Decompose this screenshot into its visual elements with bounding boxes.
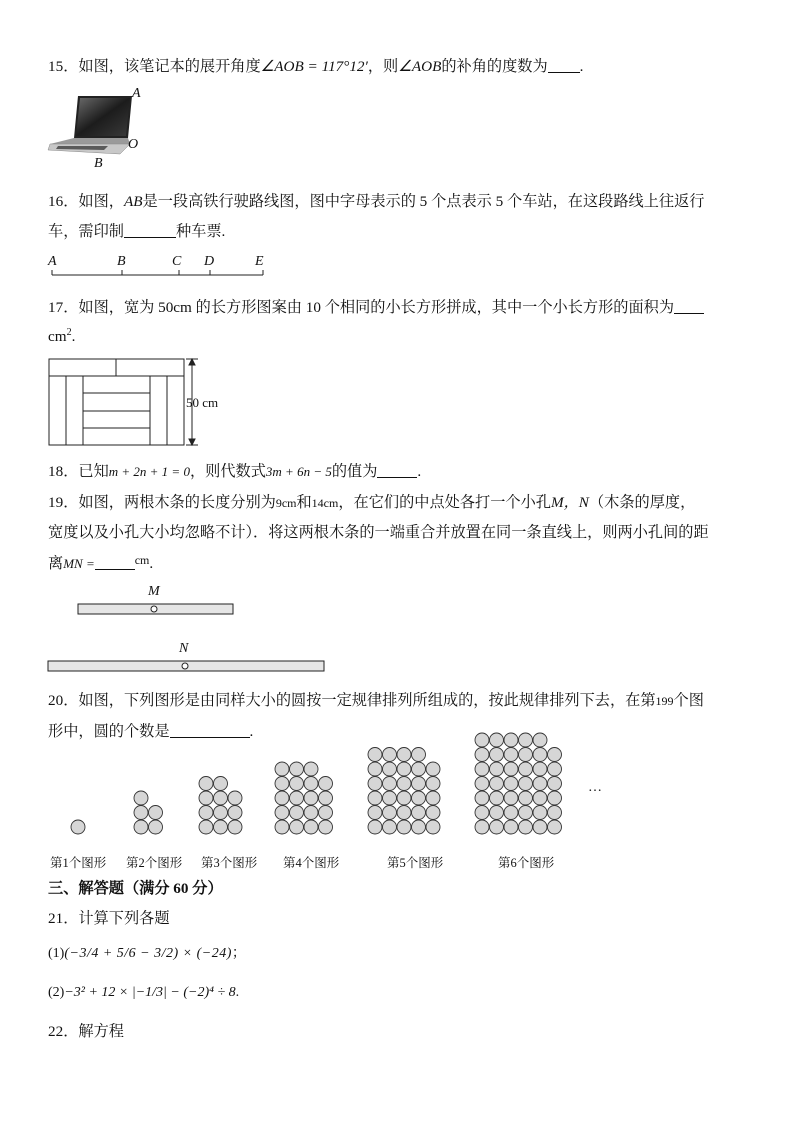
rectangle-pattern-figure	[48, 356, 238, 448]
circle	[134, 806, 148, 820]
circle	[319, 777, 333, 791]
answer-blank	[548, 58, 580, 73]
circle	[368, 820, 382, 834]
circle	[504, 762, 518, 776]
circle	[149, 820, 163, 834]
circle	[490, 820, 504, 834]
circle	[397, 777, 411, 791]
circle	[228, 820, 242, 834]
circle	[134, 820, 148, 834]
circle	[519, 820, 533, 834]
circle	[533, 777, 547, 791]
circle	[490, 791, 504, 805]
question-21-part1: (1)(−3/4 + 5/6 − 3/2) × (−24)；	[48, 946, 246, 961]
circle	[228, 806, 242, 820]
circle	[426, 791, 440, 805]
circle	[504, 733, 518, 747]
circle	[368, 762, 382, 776]
question-16-line2: 车，需印制 种车票.	[48, 223, 226, 240]
circle	[304, 820, 318, 834]
circle	[504, 777, 518, 791]
circle	[475, 820, 489, 834]
circle	[426, 820, 440, 834]
route-line-figure	[48, 254, 278, 280]
circle-figure-4	[275, 762, 333, 834]
circle	[383, 762, 397, 776]
circle	[475, 733, 489, 747]
circle	[304, 791, 318, 805]
question-22: 22．解方程	[48, 1023, 124, 1040]
circle	[412, 806, 426, 820]
circle	[319, 791, 333, 805]
circle	[412, 777, 426, 791]
circle	[475, 806, 489, 820]
circle	[275, 791, 289, 805]
circle	[290, 791, 304, 805]
circle	[475, 748, 489, 762]
circle	[475, 777, 489, 791]
circle	[475, 762, 489, 776]
circle	[490, 733, 504, 747]
circle	[383, 806, 397, 820]
circle	[134, 791, 148, 805]
circle-figure-2	[134, 791, 163, 834]
circle	[519, 733, 533, 747]
circle	[199, 777, 213, 791]
circle-figure-5	[368, 748, 440, 835]
circle	[519, 791, 533, 805]
circle	[304, 806, 318, 820]
question-19-line3: 离MN = $^{cm}$.	[48, 553, 154, 572]
circle	[533, 762, 547, 776]
circle	[214, 777, 228, 791]
circle	[214, 820, 228, 834]
question-18: 18．已知m + 2n + 1 = 0，则代数式3m + 6n − 5的值为 .	[48, 463, 422, 480]
circle	[397, 762, 411, 776]
circle	[490, 748, 504, 762]
circle	[519, 762, 533, 776]
circle	[548, 777, 562, 791]
circle	[319, 806, 333, 820]
circle	[275, 820, 289, 834]
circle	[368, 806, 382, 820]
circle	[548, 762, 562, 776]
circle	[228, 791, 242, 805]
circle	[504, 820, 518, 834]
circle	[383, 748, 397, 762]
figure-caption-5: 第5个图形	[387, 856, 444, 870]
circle	[548, 806, 562, 820]
figure-caption-2: 第2个图形	[126, 856, 183, 870]
dimension-label: 50 cm	[186, 395, 219, 410]
label-N: N	[179, 641, 189, 656]
point-E: E	[255, 254, 264, 269]
question-21: 21．计算下列各题	[48, 910, 170, 927]
answer-blank	[170, 723, 250, 738]
circle	[149, 806, 163, 820]
circle-figure-1	[71, 820, 85, 834]
circle	[199, 820, 213, 834]
circle	[383, 777, 397, 791]
circle	[504, 748, 518, 762]
question-15: 15．如图，该笔记本的展开角度∠AOB = 117°12′，则∠AOB的补角的度数为 .	[48, 58, 584, 75]
circle	[290, 806, 304, 820]
circle	[368, 777, 382, 791]
circle	[490, 777, 504, 791]
circle-pattern-figure	[0, 740, 794, 840]
circle	[533, 733, 547, 747]
circle	[490, 806, 504, 820]
point-C: C	[172, 254, 182, 269]
circle	[214, 791, 228, 805]
question-19-line2: 宽度以及小孔大小均忽略不计）．将这两根木条的一端重合并放置在同一条直线上，则两小孔间的距	[48, 524, 709, 541]
question-19-line1: 19．如图，两根木条的长度分别为9cm和14cm，在它们的中点处各打一个小孔M，N（木条的厚度，	[48, 494, 696, 511]
circle	[490, 762, 504, 776]
circle	[199, 806, 213, 820]
circle	[214, 806, 228, 820]
circle	[504, 806, 518, 820]
circle	[319, 820, 333, 834]
circle	[533, 791, 547, 805]
question-17-line1: 17．如图，宽为 50cm 的长方形图案由 10 个相同的小长方形拼成，其中一个小长方形的面积为	[48, 296, 704, 317]
point-D: D	[204, 254, 215, 269]
point-A: A	[48, 254, 57, 269]
question-17-line2: $cm^2$.	[48, 327, 76, 346]
circle	[426, 806, 440, 820]
sticks-figure	[48, 584, 338, 676]
circle	[533, 820, 547, 834]
circle	[383, 820, 397, 834]
answer-blank	[95, 555, 135, 570]
circle	[397, 806, 411, 820]
question-16-line1: 16．如图，AB是一段高铁行驶路线图，图中字母表示的 5 个点表示 5 个车站，在这段路线上往返行	[48, 193, 705, 210]
circle	[426, 777, 440, 791]
circle	[519, 806, 533, 820]
question-20-line1: 20．如图，下列图形是由同样大小的圆按一定规律排列所组成的，按此规律排列下去，在第199个图	[48, 692, 704, 709]
circle-figure-3	[199, 777, 242, 835]
circle	[548, 820, 562, 834]
figure-caption-6: 第6个图形	[498, 856, 555, 870]
circle	[290, 777, 304, 791]
question-21-part2: (2)−3² + 12 × |−1/3| − (−2)⁴ ÷ 8.	[48, 985, 240, 1000]
circle	[412, 748, 426, 762]
figure-caption-4: 第4个图形	[283, 856, 340, 870]
point-B: B	[117, 254, 126, 269]
circle	[397, 791, 411, 805]
circle	[504, 791, 518, 805]
circle	[275, 777, 289, 791]
circle	[533, 748, 547, 762]
circle	[397, 748, 411, 762]
circle	[548, 791, 562, 805]
angle-expression: ∠AOB = 117°12′	[260, 58, 368, 75]
circle	[412, 820, 426, 834]
question-20-line2: 形中，圆的个数是 .	[48, 723, 254, 740]
circle	[533, 806, 547, 820]
circle	[71, 820, 85, 834]
label-M: M	[148, 584, 160, 599]
figure-caption-3: 第3个图形	[201, 856, 258, 870]
circle	[275, 806, 289, 820]
circle	[426, 762, 440, 776]
circle	[548, 748, 562, 762]
circle	[290, 762, 304, 776]
circle	[519, 777, 533, 791]
figure-caption-1: 第1个图形	[50, 856, 107, 870]
circle	[304, 777, 318, 791]
circle	[304, 762, 318, 776]
answer-blank	[124, 223, 176, 238]
circle	[199, 791, 213, 805]
circle	[368, 791, 382, 805]
circle	[412, 791, 426, 805]
section-title: 三、解答题（满分 60 分）	[48, 880, 223, 897]
circle	[397, 820, 411, 834]
circle	[475, 791, 489, 805]
answer-blank	[674, 299, 704, 314]
circle	[519, 748, 533, 762]
circle	[290, 820, 304, 834]
circle	[412, 762, 426, 776]
circle	[275, 762, 289, 776]
answer-blank	[377, 463, 417, 478]
circle-figure-6	[475, 733, 562, 834]
laptop-figure: A O B	[48, 86, 158, 176]
circle	[383, 791, 397, 805]
circle	[368, 748, 382, 762]
ellipsis: …	[588, 780, 602, 795]
